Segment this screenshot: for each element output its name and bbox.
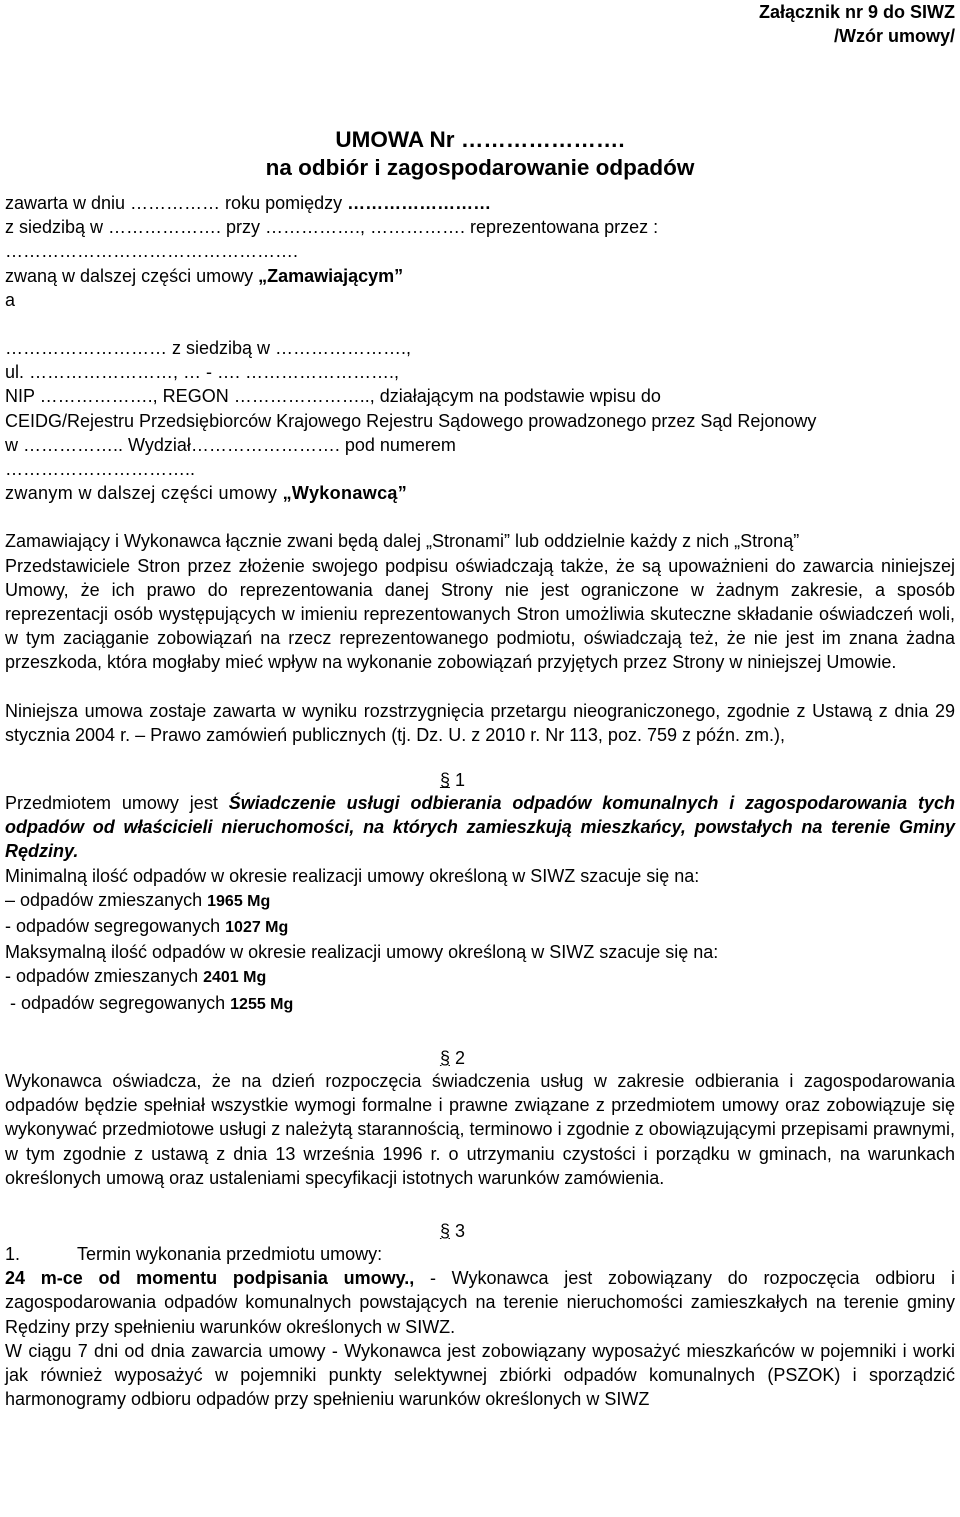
term-item-number: 1. [5, 1243, 21, 1264]
minimum-segregated-value: 1027 Mg [225, 919, 289, 937]
parties-line: Zamawiający i Wykonawca łącznie zwani będą dalej „Stronami” lub oddzielnie każdy z nich „Stroną” [5, 531, 800, 552]
intro-line-date [5, 191, 955, 215]
term-duration: 24 m-ce od momentu podpisania umowy., [5, 1268, 415, 1289]
section-sign: § [439, 770, 450, 791]
term-item-text: Termin wykonania przedmiotu umowy: [77, 1243, 383, 1264]
minimum-segregated [5, 914, 955, 940]
representatives-paragraph: Przedstawiciele Stron przez złożenie swojego podpisu oświadczają także, że są upoważnieni do zawarcia niniejszej Umowy, że ich prawo do reprezentowania danej Strony nie jest ograniczone w żadnym zakresie, a sposób reprezentacji osób występujących w imieniu reprezentowanych Stron umożliwia skuteczne składanie oświadczeń woli, w tym zaciąganie zobowiązań na rzecz reprezentowanego podmiotu, oświadczają też, że nie jest im znana żadna przeszkoda, która mogłaby mieć wpływ na wykonanie zobowiązań przyjętych przez Strony w niniejszej Umowie. [5, 555, 955, 673]
equipment-paragraph: W ciągu 7 dni od dnia zawarcia umowy - Wykonawca jest zobowiązany wyposażyć mieszkańców w pojemniki i worki jak również wyposażyć w pojemniki punkty selektywnej zbiórki odpadów komunalnych (PSZOK) i sporządzić harmonogramy odbioru odpadów przy spełnieniu warunków określonych w SIWZ [5, 1340, 955, 1410]
minimum-segregated-label: - odpadów segregowanych [5, 916, 226, 937]
contract-subject: na odbiór i zagospodarowanie odpadów [265, 155, 695, 180]
contract-title [5, 126, 955, 182]
basis-paragraph: Niniejsza umowa zostaje zawarta w wyniku rozstrzygnięcia przetargu nieograniczonego, zgodnie z Ustawą z dnia 29 stycznia 2004 r. – Prawo zamówień publicznych (tj. Dz. U. z 2010 r. Nr 113, poz. 759 z późn. zm.), [5, 700, 955, 745]
minimum-mixed-value: 1965 Mg [207, 892, 271, 910]
contract-template-label: /Wzór umowy/ [834, 26, 955, 46]
contractor-section [5, 336, 955, 505]
contractor-line-number: ………………………….. [5, 459, 196, 480]
intro-party-placeholder: …………………… [347, 193, 492, 213]
document-page [5, 0, 955, 1411]
maximum-heading: Maksymalną ilość odpadów w okresie realizacji umowy określoną w SIWZ szacuje się na: [5, 942, 719, 963]
section-1 [5, 791, 955, 1017]
contractor-text: zwanym w dalszej części umowy [5, 483, 283, 504]
intro-line-and: a [5, 289, 16, 310]
term-obligation: - Wykonawca jest zobowiązany do rozpoczęcia odbioru i zagospodarowania odpadów komunalnych powstających na terenie nieruchomości zamieszkałych na terenie gminy Rędziny przy spełnieniu warunków określonych w SIWZ. [5, 1268, 955, 1337]
section-3 [5, 1242, 955, 1411]
section-3-heading [5, 1220, 955, 1242]
term-item [5, 1242, 955, 1266]
intro-section [5, 191, 955, 312]
maximum-mixed [5, 964, 955, 990]
attachment-label: Załącznik nr 9 do SIWZ [758, 2, 955, 22]
contractor-line-street: ul. ……………………, … - …. ……………………., [5, 362, 400, 383]
contractor-line-nip: NIP ………………., REGON ………………….., działającym na podstawie wpisu do [5, 386, 661, 407]
maximum-segregated [5, 991, 955, 1017]
contractor-line-registry: CEIDG/Rejestru Przedsiębiorców Krajowego Rejestru Sądowego prowadzonego przez Sąd Rejonowy [5, 410, 817, 431]
contractor-line-contractor [5, 481, 955, 505]
intro-ordering-text: zwaną w dalszej części umowy [5, 265, 259, 286]
minimum-mixed [5, 888, 955, 914]
section-2-paragraph: Wykonawca oświadcza, że na dzień rozpoczęcia świadczenia usług w zakresie odbierania i zagospodarowania odpadów będzie spełniał wszystkie wymogi formalne i prawne związane z przedmiotem umowy oraz zobowiązuje się wykonywać przedmiotowe usługi z należytą starannością, terminowo i zgodnie z obowiązującymi przepisami prawnymi, w tym zgodnie z ustawą z dnia 13 września 1996 r. o utrzymaniu czystości i porządku w gminach, na warunkach określonych umową oraz ustaleniami specyfikacji istotnych warunków zamówienia. [5, 1070, 955, 1188]
section-1-heading [5, 769, 955, 791]
section-number: 1 [454, 770, 465, 791]
minimum-mixed-label: – odpadów zmieszanych [5, 889, 208, 910]
minimum-heading: Minimalną ilość odpadów w okresie realizacji umowy określoną w SIWZ szacuje się na: [5, 865, 700, 886]
maximum-segregated-label: - odpadów segregowanych [5, 992, 231, 1013]
intro-line-ordering-party [5, 264, 955, 288]
section-sign: § [439, 1220, 450, 1241]
maximum-mixed-label: - odpadów zmieszanych [5, 966, 204, 987]
section-2-heading [5, 1047, 955, 1069]
parties-section [5, 529, 955, 674]
section-number: 3 [454, 1220, 465, 1241]
section-number: 2 [454, 1047, 465, 1068]
maximum-segregated-value: 1255 Mg [230, 995, 294, 1013]
contract-number: UMOWA Nr …………………. [335, 127, 625, 152]
subject-service: Świadczenie usługi odbierania odpadów komunalnych i zagospodarowania tych odpadów od właścicieli nieruchomości, na których zamieszkują mieszkańcy, powstałych na terenie Gminy Rędziny. [5, 793, 956, 862]
ordering-party-name: „Zamawiającym” [258, 265, 404, 286]
subject-intro: Przedmiotem umowy jest [5, 793, 229, 814]
intro-date-text: zawarta w dniu …………… roku pomiędzy [5, 193, 348, 213]
contractor-name: „Wykonawcą” [282, 483, 408, 504]
subject-paragraph [5, 791, 955, 864]
attachment-header [5, 0, 955, 48]
contractor-line-seat: ……………………… z siedzibą w …………………., [5, 338, 412, 359]
maximum-mixed-value: 2401 Mg [203, 969, 267, 987]
section-sign: § [439, 1047, 450, 1068]
contractor-line-court: w …………….. Wydział……………………. pod numerem [5, 434, 456, 455]
term-paragraph [5, 1266, 955, 1339]
intro-line-representative: …………………………………………. [5, 241, 299, 262]
intro-line-seat: z siedzibą w ………………. przy ……………., ……………. reprezentowana przez : [5, 217, 659, 238]
